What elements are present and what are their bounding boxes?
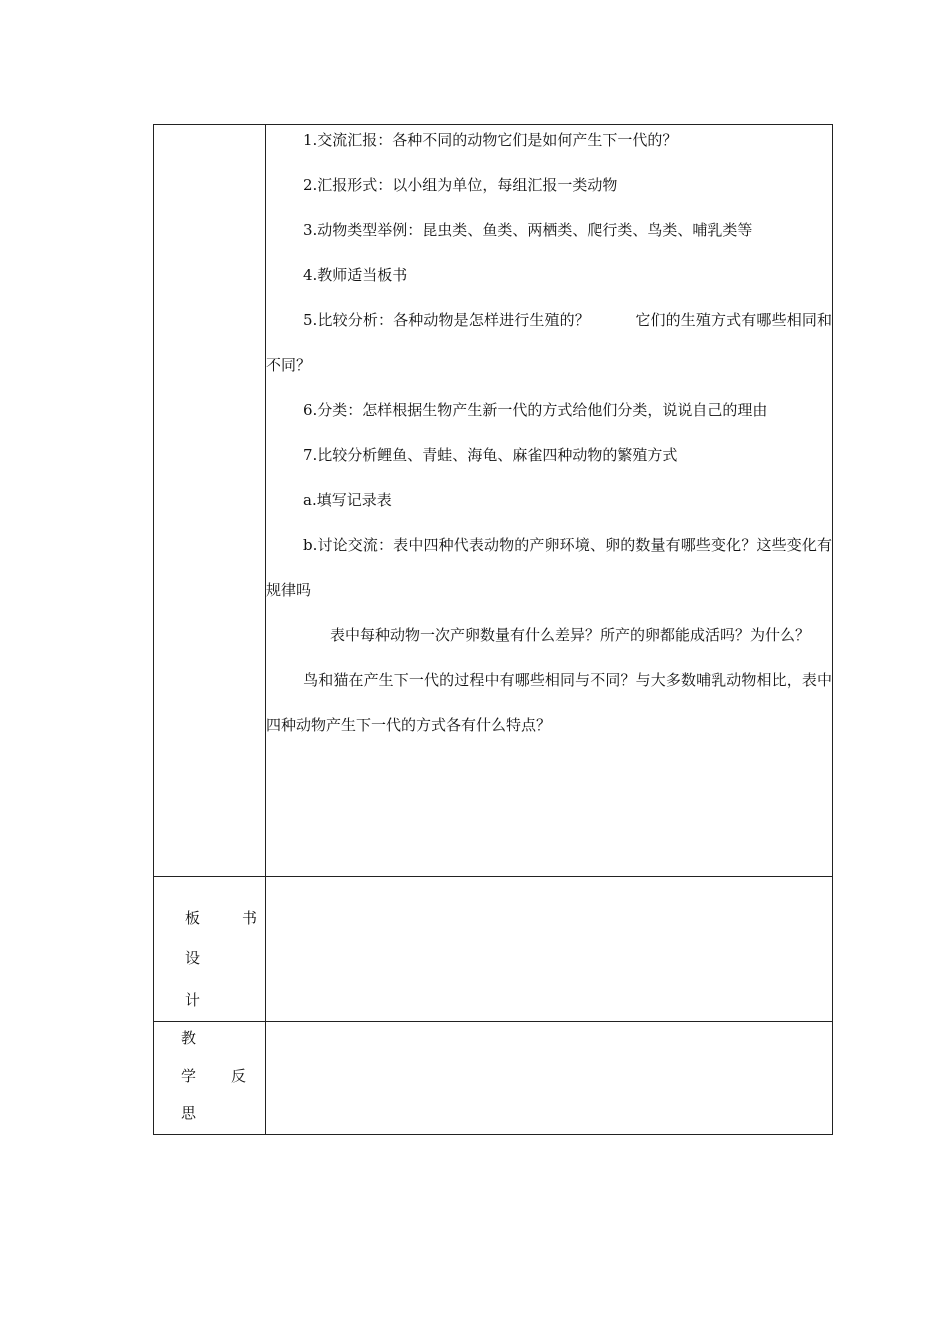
board-design-label-char-2: 书 — [242, 909, 258, 927]
paragraph-8: a.填写记录表 — [303, 491, 392, 509]
reflection-row — [154, 1022, 833, 1135]
process-content-cell — [266, 125, 833, 877]
paragraph-10: 表中每种动物一次产卵数量有什么差异？所产的卵都能成活吗？为什么？ — [330, 626, 811, 644]
paragraph-3: 3.动物类型举例：昆虫类、鱼类、两栖类、爬行类、鸟类、哺乳类等 — [303, 221, 753, 239]
paragraph-2: 2.汇报形式：以小组为单位，每组汇报一类动物 — [303, 176, 618, 194]
reflection-content-cell — [266, 1022, 833, 1135]
board-design-label-cell — [154, 877, 266, 1022]
process-row — [154, 125, 833, 877]
reflection-label-char-2: 学 — [181, 1067, 197, 1085]
board-design-content-cell — [266, 877, 833, 1022]
paragraph-7: 7.比较分析鲤鱼、青蛙、海龟、麻雀四种动物的繁殖方式 — [303, 446, 678, 464]
paragraph-5: 5.比较分析：各种动物是怎样进行生殖的？ 它们的生殖方式有哪些相同和不同？ — [266, 311, 832, 374]
reflection-label-char-3: 反 — [231, 1067, 247, 1085]
process-label-cell — [154, 125, 266, 877]
board-design-label-char-4: 计 — [185, 991, 201, 1009]
board-design-label-char-3: 设 — [185, 949, 201, 967]
board-design-row — [154, 877, 833, 1022]
lesson-plan-table — [153, 124, 833, 1135]
paragraph-1: 1.交流汇报：各种不同的动物它们是如何产生下一代的？ — [303, 131, 678, 149]
paragraph-9: b.讨论交流：表中四种代表动物的产卵环境、卵的数量有哪些变化？这些变化有规律吗 — [266, 536, 832, 599]
reflection-label-cell — [154, 1022, 266, 1135]
board-design-label-char-1: 板 — [185, 909, 201, 927]
reflection-label-char-1: 教 — [181, 1029, 197, 1047]
paragraph-4: 4.教师适当板书 — [303, 266, 408, 284]
paragraph-11: 鸟和猫在产生下一代的过程中有哪些相同与不同？与大多数哺乳动物相比，表中四种动物产生下一代的方式各有什么特点？ — [266, 671, 832, 734]
reflection-label-char-4: 思 — [181, 1104, 197, 1122]
paragraph-6: 6.分类：怎样根据生物产生新一代的方式给他们分类，说说自己的理由 — [303, 401, 768, 419]
